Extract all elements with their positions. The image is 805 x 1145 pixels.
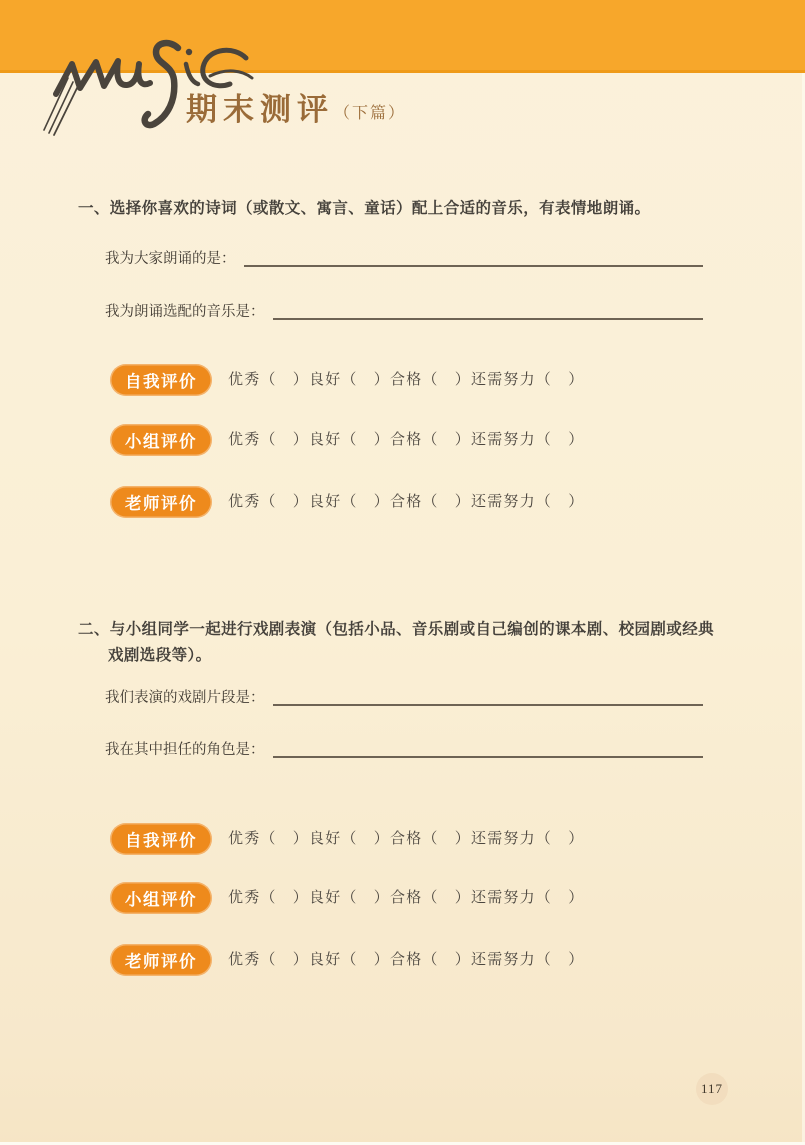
self-evaluation-badge: 自我评价 xyxy=(110,823,212,855)
section2-heading-line2: 戏剧选段等）。 xyxy=(108,647,212,664)
field-label: 我为朗诵选配的音乐是： xyxy=(105,303,265,320)
section1-field-recite xyxy=(105,248,703,267)
field-label: 我们表演的戏剧片段是： xyxy=(105,689,265,706)
rating-scale-text: 优秀（ ）良好（ ）合格（ ）还需努力（ ） xyxy=(228,830,585,847)
field-label: 我在其中担任的角色是： xyxy=(105,741,265,758)
section2-field-role xyxy=(105,739,703,758)
rating-scale-text: 优秀（ ）良好（ ）合格（ ）还需努力（ ） xyxy=(228,889,585,906)
section2-field-drama xyxy=(105,687,703,706)
page-title: 期末测评 xyxy=(186,92,334,127)
section1-rating-self xyxy=(110,364,584,396)
section2-heading-line1: 二、与小组同学一起进行戏剧表演（包括小品、音乐剧或自己编创的课本剧、校园剧或经典 xyxy=(78,621,715,638)
section2-rating-teacher xyxy=(110,944,584,976)
rating-scale-text: 优秀（ ）良好（ ）合格（ ）还需努力（ ） xyxy=(228,371,585,388)
rating-scale-text: 优秀（ ）良好（ ）合格（ ）还需努力（ ） xyxy=(228,431,585,448)
field-label: 我为大家朗诵的是： xyxy=(105,250,236,267)
rating-scale-text: 优秀（ ）良好（ ）合格（ ）还需努力（ ） xyxy=(228,493,585,510)
fill-in-line xyxy=(273,301,704,320)
teacher-evaluation-badge: 老师评价 xyxy=(110,486,212,518)
page-title-row xyxy=(186,93,406,127)
fill-in-line xyxy=(244,248,704,267)
page-number: 117 xyxy=(696,1073,728,1105)
rating-scale-text: 优秀（ ）良好（ ）合格（ ）还需努力（ ） xyxy=(228,951,585,968)
section1-heading: 一、选择你喜欢的诗词（或散文、寓言、童话）配上合适的音乐，有表情地朗诵。 xyxy=(78,200,651,217)
fill-in-line xyxy=(273,739,704,758)
section1-rating-group xyxy=(110,424,584,456)
page-subtitle: （下篇） xyxy=(334,105,407,123)
group-evaluation-badge: 小组评价 xyxy=(110,882,212,914)
section1-field-music xyxy=(105,301,703,320)
section2-rating-group xyxy=(110,882,584,914)
self-evaluation-badge: 自我评价 xyxy=(110,364,212,396)
group-evaluation-badge: 小组评价 xyxy=(110,424,212,456)
teacher-evaluation-badge: 老师评价 xyxy=(110,944,212,976)
fill-in-line xyxy=(273,687,704,706)
section1-rating-teacher xyxy=(110,486,584,518)
section2-rating-self xyxy=(110,823,584,855)
